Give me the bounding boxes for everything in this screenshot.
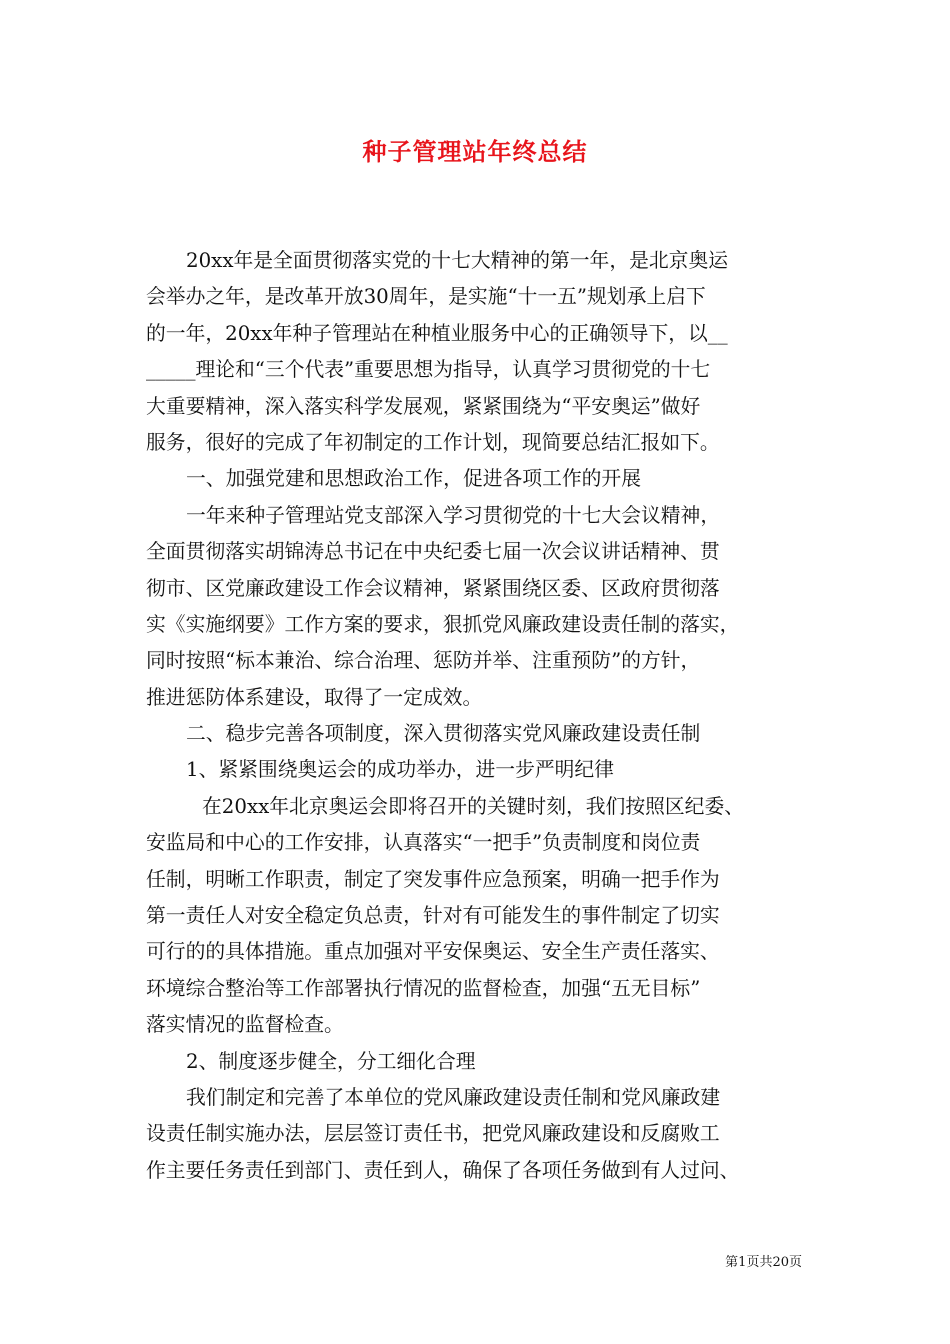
paragraph-line: 服务，很好的完成了年初制定的工作计划，现简要总结汇报如下。 — [146, 430, 720, 454]
paragraph-line: 可行的的具体措施。重点加强对平安保奥运、安全生产责任落实、 — [146, 940, 720, 964]
paragraph-line: 的一年，20xx年种子管理站在种植业服务中心的正确领导下，以__ — [146, 321, 728, 345]
paragraph-line: 落实情况的监督检查。 — [146, 1013, 344, 1037]
paragraph-line: 安监局和中心的工作安排，认真落实“一把手”负责制度和岗位责 — [146, 831, 701, 855]
subsection-heading: 1、紧紧围绕奥运会的成功举办，进一步严明纪律 — [186, 758, 614, 782]
paragraph-line: 作主要任务责任到部门、责任到人，确保了各项任务做到有人过问、 — [146, 1158, 740, 1182]
paragraph-line: 在20xx年北京奥运会即将召开的关键时刻，我们按照区纪委、 — [202, 794, 745, 818]
paragraph-line: 推进惩防体系建设，取得了一定成效。 — [146, 685, 483, 709]
document-title: 种子管理站年终总结 — [362, 137, 588, 166]
paragraph-line: 全面贯彻落实胡锦涛总书记在中央纪委七届一次会议讲话精神、贯 — [146, 540, 720, 564]
paragraph-line: 任制，明晰工作职责，制定了突发事件应急预案，明确一把手作为 — [146, 867, 720, 891]
paragraph-line: 第一责任人对安全稳定负总责，针对有可能发生的事件制定了切实 — [146, 904, 720, 928]
paragraph-line: 实《实施纲要》工作方案的要求，狠抓党风廉政建设责任制的落实， — [146, 612, 740, 636]
document-body — [146, 243, 814, 1189]
paragraph-line: 会举办之年，是改革开放30周年，是实施“十一五”规划承上启下 — [146, 285, 706, 309]
paragraph-line: 一年来种子管理站党支部深入学习贯彻党的十七大会议精神， — [186, 503, 721, 527]
paragraph-line: 我们制定和完善了本单位的党风廉政建设责任制和党风廉政建 — [186, 1085, 721, 1109]
paragraph-line: _____理论和“三个代表”重要思想为指导，认真学习贯彻党的十七 — [146, 358, 711, 382]
paragraph-line: 设责任制实施办法，层层签订责任书，把党风廉政建设和反腐败工 — [146, 1122, 720, 1146]
paragraph-line: 大重要精神，深入落实科学发展观，紧紧围绕为“平安奥运”做好 — [146, 394, 701, 418]
paragraph-line: 20xx年是全面贯彻落实党的十七大精神的第一年，是北京奥运 — [186, 249, 729, 272]
section-heading: 二、稳步完善各项制度，深入贯彻落实党风廉政建设责任制 — [186, 722, 701, 746]
page-number: 第1页共20页 — [725, 1255, 802, 1270]
paragraph-line: 同时按照“标本兼治、综合治理、惩防并举、注重预防”的方针， — [146, 649, 701, 673]
subsection-heading: 2、制度逐步健全，分工细化合理 — [186, 1049, 476, 1073]
paragraph-line: 彻市、区党廉政建设工作会议精神，紧紧围绕区委、区政府贯彻落 — [146, 576, 720, 600]
section-heading: 一、加强党建和思想政治工作，促进各项工作的开展 — [186, 467, 641, 491]
paragraph-line: 环境综合整治等工作部署执行情况的监督检查，加强“五无目标” — [146, 976, 701, 1000]
